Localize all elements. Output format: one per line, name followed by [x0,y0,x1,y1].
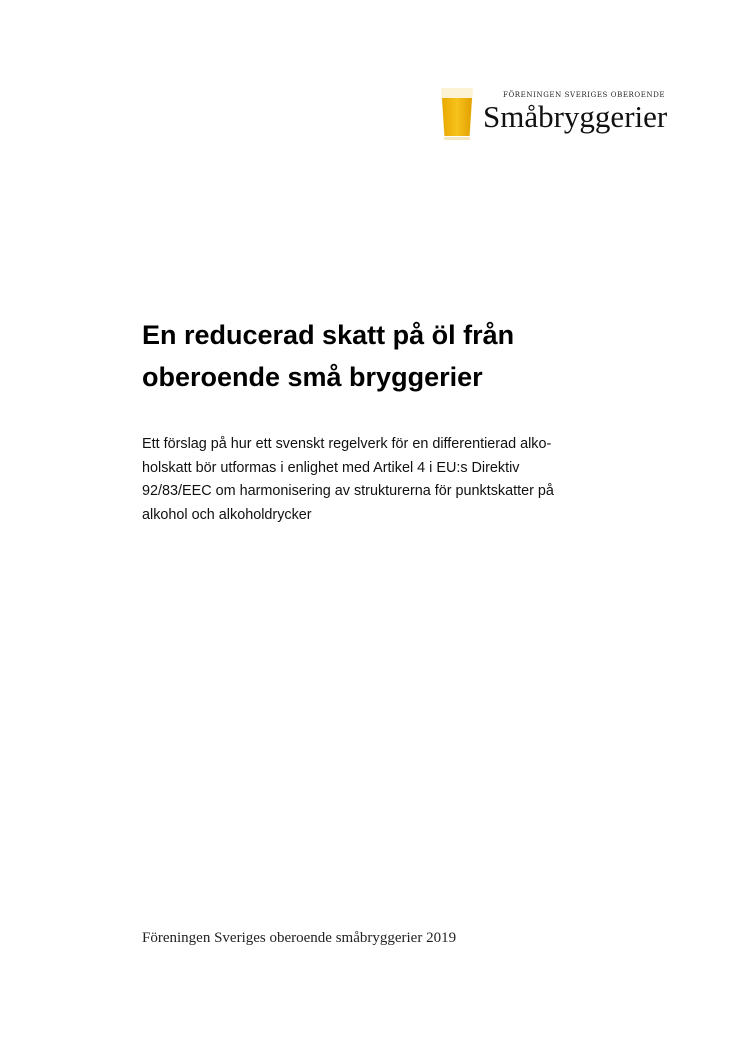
summary-line: holskatt bör utformas i enlighet med Artikel 4 i EU:s Direktiv [142,459,520,476]
summary-line: alkohol och alkoholdrycker [142,506,312,523]
title-line: oberoende små bryggerier [142,362,483,392]
title-line: En reducerad skatt på öl från [142,320,515,350]
logo-name: Småbryggerier [483,99,668,134]
summary-line: Ett förslag på hur ett svenskt regelverk för en differentierad alko- [142,436,552,452]
summary-line: 92/83/EEC om harmonisering av strukturerna för punktskatter på [142,483,554,499]
logo [437,84,687,144]
footer-text: Föreningen Sveriges oberoende småbryggerier 2019 [142,930,457,946]
document-summary [142,433,618,527]
beer-glass-icon [440,86,474,140]
document-title [142,314,622,398]
logo-org-line: FÖRENINGEN SVERIGES OBEROENDE [503,91,666,99]
